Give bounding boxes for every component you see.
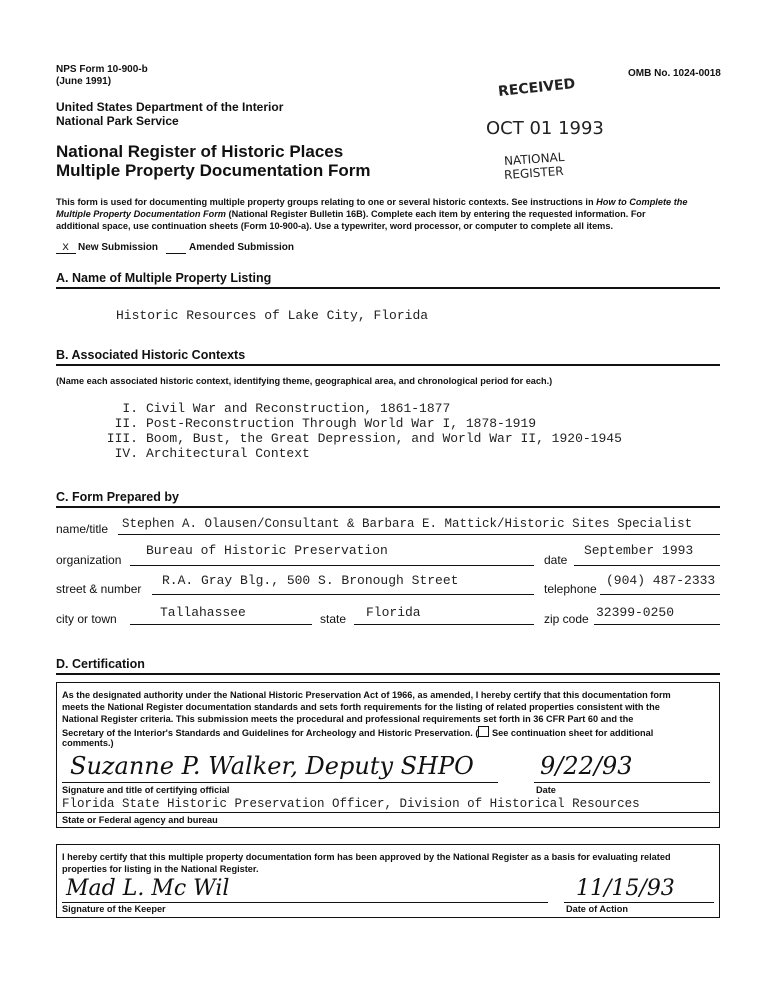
zip-field[interactable]: 32399-0250 — [596, 605, 675, 620]
state-label: state — [320, 612, 347, 626]
new-submission-checkmark[interactable]: x — [62, 240, 70, 254]
cert-text-line5: comments.) — [62, 738, 114, 748]
instructions-line3: additional space, use continuation sheets (Form 10-900-a). Use a typewriter, word processor, or computer to complete all items. — [56, 221, 614, 231]
telephone-field[interactable]: (904) 487-2333 — [606, 573, 716, 588]
keeper-text-line2: properties for listing in the National Register. — [62, 864, 259, 874]
certifying-signature[interactable]: Suzanne P. Walker, Deputy SHPO — [70, 752, 474, 780]
instructions-line2: Multiple Property Documentation Form (National Register Bulletin 16B). Complete each item by entering the requested information. For — [56, 209, 646, 219]
date-label: date — [544, 553, 568, 567]
name-title-field[interactable]: Stephen A. Olausen/Consultant & Barbara E. Mattick/Historic Sites Specialist — [122, 517, 693, 531]
amended-submission-label: Amended Submission — [189, 242, 295, 253]
state-field[interactable]: Florida — [366, 605, 421, 620]
section-d-heading: D. Certification — [56, 657, 145, 671]
date-label-cert: Date — [536, 785, 556, 795]
amended-submission-blank[interactable] — [166, 253, 186, 254]
form-number: NPS Form 10-900-b — [56, 64, 148, 75]
omb-number: OMB No. 1024-0018 — [628, 68, 721, 79]
cert-text-line1: As the designated authority under the National Historic Preservation Act of 1966, as amended, I hereby certify that this documentation form — [62, 690, 671, 700]
new-submission-label: New Submission — [78, 242, 159, 253]
context-numeral: IV. — [114, 446, 138, 461]
form-title-line1: National Register of Historic Places — [56, 142, 344, 161]
section-c-heading: C. Form Prepared by — [56, 490, 179, 504]
street-field[interactable]: R.A. Gray Blg., 500 S. Bronough Street — [162, 573, 459, 588]
section-b-heading: B. Associated Historic Contexts — [56, 348, 246, 362]
form-title-line2: Multiple Property Documentation Form — [56, 161, 371, 180]
organization-label: organization — [56, 553, 122, 567]
section-b-instruction: (Name each associated historic context, identifying theme, geographical area, and chronological period for each.) — [56, 376, 553, 386]
cert-text-line2: meets the National Register documentation standards and sets forth requirements for the listing of related properties consistent with the — [62, 702, 660, 712]
keeper-label: Signature of the Keeper — [62, 904, 166, 914]
instructions-line1: This form is used for documenting multiple property groups relating to one or several historic contexts. See instructions in How to Complete the — [56, 197, 688, 207]
context-numeral: I. — [122, 401, 138, 416]
keeper-text-line1: I hereby certify that this multiple property documentation form has been approved by the National Register as a basis for evaluating related — [62, 852, 671, 862]
keeper-date[interactable]: 11/15/93 — [576, 876, 675, 901]
agency-field[interactable]: Florida State Historic Preservation Officer, Division of Historical Resources — [62, 797, 640, 811]
signature-label: Signature and title of certifying official — [62, 785, 230, 795]
multiple-property-name[interactable]: Historic Resources of Lake City, Florida — [116, 308, 429, 323]
context-numeral: II. — [114, 416, 138, 431]
cert-text-line3: National Register criteria. This submission meets the procedural and professional requirements set forth in 36 CFR Part 60 and the — [62, 714, 634, 724]
street-label: street & number — [56, 582, 142, 596]
context-text[interactable]: Boom, Bust, the Great Depression, and World War II, 1920-1945 — [146, 431, 622, 446]
certifying-date[interactable]: 9/22/93 — [540, 752, 633, 780]
context-numeral: III. — [106, 431, 138, 446]
context-text[interactable]: Post-Reconstruction Through World War I, 1878-1919 — [146, 416, 537, 431]
context-text[interactable]: Architectural Context — [146, 446, 310, 461]
organization-field[interactable]: Bureau of Historic Preservation — [146, 543, 388, 558]
stamp-register: REGISTER — [503, 163, 565, 183]
keeper-signature[interactable]: Mad L. Mc Wil — [66, 876, 230, 901]
continuation-checkbox[interactable] — [478, 726, 489, 737]
context-text[interactable]: Civil War and Reconstruction, 1861-1877 — [146, 401, 451, 416]
name-title-label: name/title — [56, 522, 109, 536]
city-field[interactable]: Tallahassee — [160, 605, 246, 620]
telephone-label: telephone — [544, 582, 597, 596]
city-label: city or town — [56, 612, 117, 626]
date-field[interactable]: September 1993 — [584, 543, 694, 558]
form-date: (June 1991) — [56, 76, 112, 87]
date-of-action-label: Date of Action — [566, 904, 628, 914]
cert-text-line4: Secretary of the Interior's Standards and Guidelines for Archeology and Historic Preservation. ( See continuation sheet for additional — [62, 728, 654, 738]
stamp-national: NATIONAL — [503, 149, 565, 169]
service: National Park Service — [56, 114, 179, 128]
section-a-heading: A. Name of Multiple Property Listing — [56, 271, 272, 285]
agency-label: State or Federal agency and bureau — [62, 815, 218, 825]
received-stamp: RECEIVED — [497, 75, 577, 101]
department: United States Department of the Interior — [56, 100, 284, 114]
stamp-date: OCT 01 1993 — [486, 118, 604, 139]
zip-label: zip code — [544, 612, 589, 626]
